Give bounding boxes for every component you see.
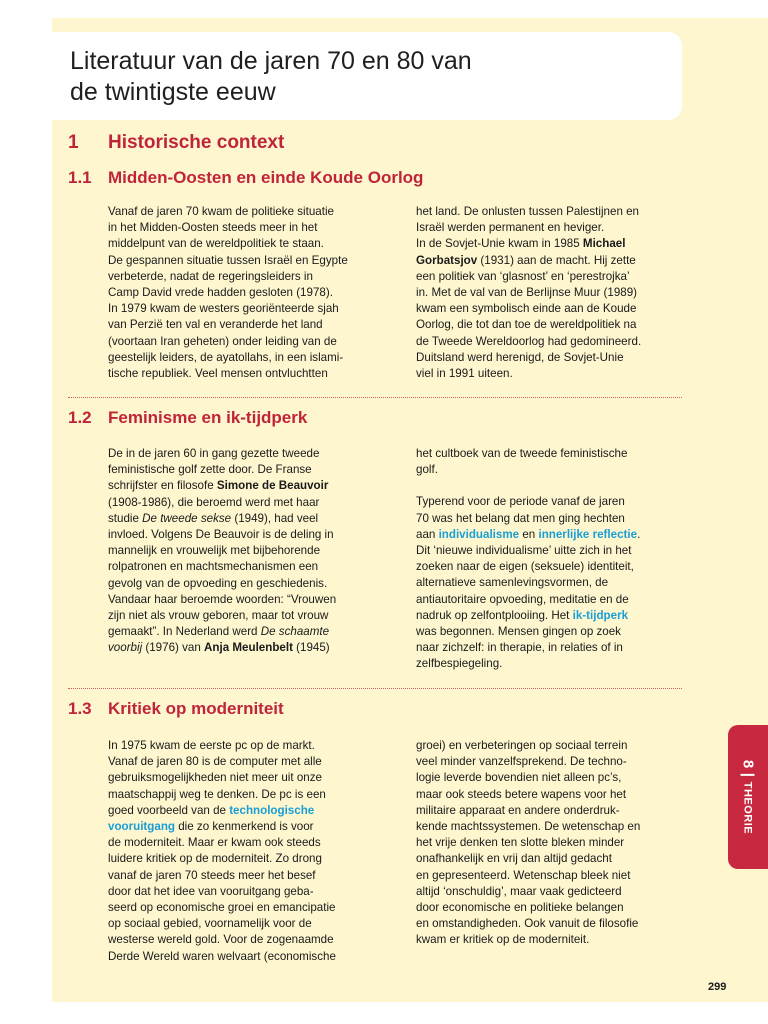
text-line: van Perzië ten val en veranderde het land xyxy=(108,318,323,332)
s13-left-column xyxy=(108,738,380,965)
text-line: tische republiek. Veel mensen ontvluchtten xyxy=(108,367,328,381)
text-line: in. Met de val van de Berlijnse Muur (1989) xyxy=(416,286,638,300)
text-line: naar zichzelf: in therapie, in relaties of in xyxy=(416,641,623,655)
text-run: (1976) van xyxy=(142,641,205,655)
subsection-title: Feminisme en ik-tijdperk xyxy=(108,408,308,427)
subsection-title: Kritiek op moderniteit xyxy=(108,699,284,718)
text-line: (1908-1986), die beroemd werd met haar xyxy=(108,495,320,509)
s13-right-column xyxy=(416,738,688,949)
text-line: vanaf de jaren 70 steeds meer het besef xyxy=(108,868,316,882)
text-run: aan xyxy=(416,527,439,541)
text-line: antiautoritaire opvoeding, meditatie en de xyxy=(416,592,629,606)
text-line: Vandaar haar beroemde woorden: “Vrouwen xyxy=(108,592,337,606)
page-number: 299 xyxy=(708,981,727,993)
book-title: voorbij xyxy=(108,641,143,655)
text-line xyxy=(108,624,380,640)
name-bold: Simone de Beauvoir xyxy=(216,479,329,493)
text-line xyxy=(416,253,686,269)
text-line: onafhankelijk en vrij dan altijd gedacht xyxy=(416,852,612,866)
text-line: verbeterde, nadat de regeringsleiders in xyxy=(108,269,313,283)
highlight-term: individualisme xyxy=(438,527,520,541)
text-line: door dat het idee van vooruitgang geba- xyxy=(108,884,314,898)
text-line xyxy=(108,640,380,656)
text-line: maatschappij weg te denken. De pc is een xyxy=(108,787,326,801)
text-line: kwam een symbolisch einde aan de Koude xyxy=(416,302,637,316)
text-line: De in de jaren 60 in gang gezette tweede xyxy=(108,447,320,460)
text-line: het cultboek van de tweede feministische xyxy=(416,447,628,460)
subsection-number: 1.3 xyxy=(68,699,92,718)
name-bold: Gorbatsjov xyxy=(416,253,478,267)
chapter-tab-content xyxy=(740,760,757,834)
text-run: schrijfster en filosofe xyxy=(108,479,217,493)
text-line: 70 was het belang dat men ging hechten xyxy=(416,511,625,525)
book-title: De schaamte xyxy=(260,625,330,639)
text-run: goed voorbeeld van de xyxy=(108,803,230,817)
text-line: viel in 1991 uiteen. xyxy=(416,367,513,381)
text-run: die zo kenmerkend is voor xyxy=(174,820,314,834)
text-line: en gepresenteerd. Wetenschap bleek niet xyxy=(416,868,631,882)
text-line: en omstandigheden. Ook vanuit de filosofie xyxy=(416,917,639,931)
text-line: door economische en politieke belangen xyxy=(416,901,624,915)
highlight-term: technologische xyxy=(229,803,315,817)
text-line: het land. De onlusten tussen Palestijnen en xyxy=(416,205,640,218)
text-line: Camp David vrede hadden gesloten (1978). xyxy=(108,286,333,300)
text-line: gebruiksmogelijkheden niet meer uit onze xyxy=(108,771,322,785)
subsection-title: Midden-Oosten en einde Koude Oorlog xyxy=(108,168,424,187)
section-title: Historische context xyxy=(108,132,285,153)
dotted-divider xyxy=(68,397,682,398)
text-line: maar ook steeds betere wapens voor het xyxy=(416,787,627,801)
text-run: . xyxy=(637,527,641,541)
text-line: (voortaan Iran geheten) onder leiding van de xyxy=(108,334,337,348)
text-line xyxy=(416,236,686,252)
text-run: studie xyxy=(108,511,143,525)
text-line: In 1975 kwam de eerste pc op de markt. xyxy=(108,739,315,752)
text-line: middelpunt van de wereldpolitiek te staan. xyxy=(108,237,324,251)
highlight-term: vooruitgang xyxy=(108,820,175,834)
s11-right-column xyxy=(416,204,686,382)
text-line: geestelijk leiders, de ayatollahs, in een islami- xyxy=(108,350,344,364)
text-line: westerse wereld gold. Voor de zogenaamde xyxy=(108,933,334,947)
page-title xyxy=(70,46,670,108)
text-line xyxy=(416,608,688,624)
text-line: Israël werden permanent en heviger. xyxy=(416,221,605,235)
section-heading-1 xyxy=(68,132,284,154)
text-run: (1931) aan de macht. Hij zette xyxy=(477,253,636,267)
text-line: kwam er kritiek op de moderniteit. xyxy=(416,933,590,947)
highlight-term: innerlijke reflectie xyxy=(538,527,638,541)
text-line: alternatieve samenlevingsvormen, de xyxy=(416,576,609,590)
subsection-heading-1-1 xyxy=(68,168,423,188)
text-line: het vrije denken ten slotte bleken minder xyxy=(416,836,625,850)
subsection-heading-1-3 xyxy=(68,699,284,719)
subsection-heading-1-2 xyxy=(68,408,307,428)
text-line: veel minder vanzelfsprekend. De techno- xyxy=(416,755,627,769)
text-line: Vanaf de jaren 70 kwam de politieke situatie xyxy=(108,205,334,218)
text-line: militaire apparaat en andere onderdruk- xyxy=(416,803,620,817)
s12-right-column xyxy=(416,446,688,673)
chapter-label: THEORIE xyxy=(742,781,754,835)
title-line-1: Literatuur van de jaren 70 en 80 van xyxy=(70,47,472,75)
text-line: op sociaal gebied, voornamelijk voor de xyxy=(108,917,312,931)
section-number: 1 xyxy=(68,132,79,153)
chapter-number: 8 xyxy=(739,759,757,769)
text-line xyxy=(108,478,380,494)
text-line: de Tweede Wereldoorlog had gedomineerd. xyxy=(416,334,642,348)
name-bold: Anja Meulenbelt xyxy=(204,641,293,655)
text-line xyxy=(108,819,380,835)
text-run: (1949), had veel xyxy=(231,511,319,525)
text-line xyxy=(416,527,688,543)
text-line: in het Midden-Oosten steeds meer in het xyxy=(108,221,318,235)
highlight-term: ik-tijdperk xyxy=(572,608,629,622)
text-line: Oorlog, die tot dan toe de wereldpolitiek na xyxy=(416,318,637,332)
text-line: zoeken naar de eigen (seksuele) identiteit, xyxy=(416,560,634,574)
text-line: In 1979 kwam de westers georiënteerde sjah xyxy=(108,302,339,316)
text-line: Dit ‘nieuwe individualisme’ uitte zich in het xyxy=(416,544,632,558)
text-run: en xyxy=(519,527,539,541)
text-line: zelfbespiegeling. xyxy=(416,657,503,671)
text-line: zijn niet als vrouw geboren, maar tot vrouw xyxy=(108,609,329,623)
text-line: mannelijk en vrouwelijk met bijbehorende xyxy=(108,544,321,558)
subsection-number: 1.1 xyxy=(68,168,92,187)
text-line: altijd ‘onschuldig’, maar vaak gedicteerd xyxy=(416,884,622,898)
text-line: Vanaf de jaren 80 is de computer met alle xyxy=(108,755,322,769)
subsection-number: 1.2 xyxy=(68,408,92,427)
text-line xyxy=(108,511,380,527)
text-line: de moderniteit. Maar er kwam ook steeds xyxy=(108,836,321,850)
book-title: De tweede sekse xyxy=(142,511,232,525)
text-line: feministische golf zette door. De Franse xyxy=(108,463,312,477)
chapter-tab xyxy=(728,725,768,869)
text-run: In de Sovjet-Unie kwam in 1985 xyxy=(416,237,583,251)
text-line: invloed. Volgens De Beauvoir is de deling in xyxy=(108,528,334,542)
text-line: was begonnen. Mensen gingen op zoek xyxy=(416,625,621,639)
text-line: Duitsland werd herenigd, de Sovjet-Unie xyxy=(416,350,624,364)
chapter-tab-separator xyxy=(741,774,755,776)
s11-left-column xyxy=(108,204,378,382)
text-line: gevolg van de opvoeding en geschiedenis. xyxy=(108,576,328,590)
text-line: golf. xyxy=(416,463,438,477)
text-line: seerd op economische groei en emancipatie xyxy=(108,901,336,915)
text-line: Typerend voor de periode vanaf de jaren xyxy=(416,495,625,509)
text-line: groei) en verbeteringen op sociaal terrein xyxy=(416,739,628,752)
title-box xyxy=(52,32,682,120)
text-line: een politiek van ‘glasnost’ en ‘perestrojka’ xyxy=(416,269,630,283)
name-bold: Michael xyxy=(582,237,626,251)
s12-left-column xyxy=(108,446,380,657)
text-line: luidere kritiek op de moderniteit. Zo drong xyxy=(108,852,322,866)
text-line: logie leverde bovendien niet alleen pc’s, xyxy=(416,771,622,785)
text-run: (1945) xyxy=(292,641,330,655)
text-line: kende machtssystemen. De wetenschap en xyxy=(416,820,641,834)
text-line: Derde Wereld waren welvaart (economische xyxy=(108,949,336,963)
dotted-divider xyxy=(68,688,682,689)
text-line: rolpatronen en machtsmechanismen een xyxy=(108,560,319,574)
title-line-2: de twintigste eeuw xyxy=(70,78,276,106)
text-line xyxy=(108,803,380,819)
text-line: De gespannen situatie tussen Israël en Egypte xyxy=(108,253,348,267)
text-run: gemaakt”. In Nederland werd xyxy=(108,625,261,639)
text-run: nadruk op zelfontplooiing. Het xyxy=(416,608,573,622)
